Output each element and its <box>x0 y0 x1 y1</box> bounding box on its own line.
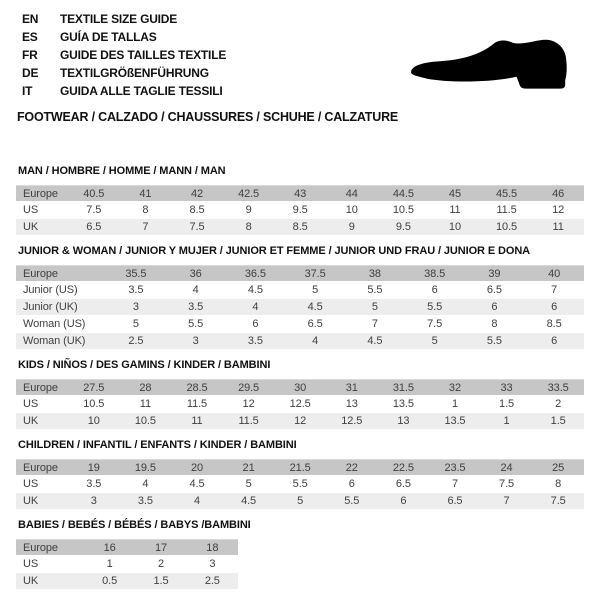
language-item <box>22 46 226 64</box>
table-row <box>16 539 238 555</box>
row-label: Europe <box>16 379 68 395</box>
shoe-icon <box>397 30 572 96</box>
size-cell: 5.5 <box>465 333 525 349</box>
row-label: Woman (UK) <box>16 333 106 349</box>
size-cell: 6 <box>431 284 438 296</box>
language-title: TEXTILE SIZE GUIDE <box>60 12 178 26</box>
size-cell: 4.5 <box>247 284 263 296</box>
size-cell: 10.5 <box>83 398 105 410</box>
size-cell: 8 <box>555 478 562 490</box>
size-cell: 42 <box>171 185 223 201</box>
language-code: IT <box>22 84 33 98</box>
size-cell: 7 <box>371 318 378 330</box>
table-row <box>16 396 584 412</box>
size-cell: 5.5 <box>367 284 383 296</box>
size-cell: 31 <box>326 379 378 395</box>
size-cell: 4.5 <box>345 333 405 349</box>
size-cell: 11 <box>449 204 461 216</box>
size-cell: 25 <box>532 459 584 475</box>
size-cell: 42.5 <box>223 185 275 201</box>
size-cell: 4.5 <box>223 493 275 509</box>
row-label: US <box>23 204 39 216</box>
size-cell: 3 <box>68 493 120 509</box>
size-cell: 3.5 <box>128 284 144 296</box>
size-cell: 6.5 <box>486 284 502 296</box>
size-cell: 28.5 <box>171 379 223 395</box>
size-cell: 4.5 <box>285 299 345 315</box>
table-row <box>16 333 584 349</box>
size-cell: 45.5 <box>481 185 533 201</box>
size-section <box>16 519 584 590</box>
size-section <box>16 165 584 236</box>
size-section <box>16 439 584 510</box>
language-title: GUÍA DE TALLAS <box>60 30 157 44</box>
size-cell: 6.5 <box>307 318 323 330</box>
footwear-category-title: FOOTWEAR / CALZADO / CHAUSSURES / SCHUHE / CALZATURE <box>17 110 399 124</box>
size-cell: 24 <box>481 459 533 475</box>
size-cell: 36.5 <box>226 265 286 281</box>
language-title: GUIDA ALLE TAGLIE TESSILI <box>60 84 223 98</box>
size-cell: 7.5 <box>86 204 102 216</box>
size-cell: 6.5 <box>395 478 411 490</box>
size-cell: 10 <box>345 204 358 216</box>
size-cell: 1 <box>481 413 533 429</box>
table-row <box>16 459 584 475</box>
size-cell: 11 <box>139 398 151 410</box>
size-cell: 8 <box>142 204 149 216</box>
row-label: Europe <box>16 185 68 201</box>
size-cell: 6.5 <box>68 219 120 235</box>
size-cell: 10.5 <box>481 219 533 235</box>
table-row <box>16 185 584 201</box>
size-cell: 7 <box>120 219 172 235</box>
size-cell: 9 <box>245 204 252 216</box>
size-cell: 3.5 <box>166 299 226 315</box>
size-section <box>16 245 584 350</box>
language-item <box>22 28 226 46</box>
size-cell: 18 <box>187 539 238 555</box>
size-cell: 8.5 <box>546 318 562 330</box>
table-row <box>16 265 584 281</box>
size-cell: 6 <box>524 299 584 315</box>
language-code: ES <box>22 30 38 44</box>
language-item <box>22 64 226 82</box>
size-cell: 44.5 <box>378 185 430 201</box>
size-cell: 9.5 <box>292 204 308 216</box>
size-cell: 27.5 <box>68 379 120 395</box>
size-cell: 7.5 <box>532 493 584 509</box>
size-cell: 6.5 <box>429 493 481 509</box>
size-cell: 6 <box>524 333 584 349</box>
size-cell: 12 <box>274 413 326 429</box>
size-cell: 12 <box>552 204 565 216</box>
row-label: Junior (US) <box>23 284 78 296</box>
size-cell: 3 <box>106 299 166 315</box>
table-row <box>16 556 238 572</box>
row-label: US <box>23 478 39 490</box>
size-cell: 8 <box>223 219 275 235</box>
size-cell: 3 <box>209 558 216 570</box>
size-cell: 39 <box>465 265 525 281</box>
size-cell: 43 <box>274 185 326 201</box>
table-row <box>16 573 238 589</box>
size-cell: 1 <box>106 558 113 570</box>
size-cell: 8 <box>491 318 498 330</box>
language-item <box>22 10 226 28</box>
row-label: Europe <box>16 459 68 475</box>
size-cell: 5.5 <box>326 493 378 509</box>
size-cell: 36 <box>166 265 226 281</box>
size-cell: 44 <box>326 185 378 201</box>
size-cell: 4 <box>192 284 199 296</box>
size-cell: 10.5 <box>392 204 414 216</box>
size-cell: 6 <box>378 493 430 509</box>
size-cell: 2.5 <box>106 333 166 349</box>
size-cell: 23.5 <box>429 459 481 475</box>
size-cell: 40 <box>524 265 584 281</box>
size-cell: 5 <box>132 318 139 330</box>
language-title: TEXTILGRÖßENFÜHRUNG <box>60 66 209 80</box>
size-cell: 22.5 <box>378 459 430 475</box>
table-row <box>16 299 584 315</box>
table-row <box>16 476 584 492</box>
size-cell: 5 <box>274 493 326 509</box>
size-table <box>16 458 584 510</box>
row-label: US <box>23 398 39 410</box>
size-cell: 35.5 <box>106 265 166 281</box>
row-label: Europe <box>16 539 84 555</box>
size-cell: 11 <box>532 219 584 235</box>
table-row <box>16 493 584 509</box>
size-cell: 12.5 <box>289 398 311 410</box>
size-cell: 4.5 <box>189 478 205 490</box>
size-cell: 6 <box>465 299 525 315</box>
language-code: DE <box>22 66 39 80</box>
size-cell: 31.5 <box>378 379 430 395</box>
row-label: UK <box>16 493 68 509</box>
size-cell: 13.5 <box>392 398 414 410</box>
size-cell: 5.5 <box>188 318 204 330</box>
size-cell: 4 <box>142 478 149 490</box>
size-cell: 7 <box>481 493 533 509</box>
size-cell: 38 <box>345 265 405 281</box>
size-cell: 13.5 <box>429 413 481 429</box>
size-cell: 33.5 <box>532 379 584 395</box>
language-list <box>22 10 226 100</box>
size-cell: 29.5 <box>223 379 275 395</box>
row-label: Junior (UK) <box>16 299 106 315</box>
size-cell: 46 <box>532 185 584 201</box>
size-cell: 1.5 <box>135 573 186 589</box>
size-cell: 4 <box>226 299 286 315</box>
size-cell: 11.5 <box>496 204 517 216</box>
size-section <box>16 359 584 430</box>
size-cell: 28 <box>120 379 172 395</box>
size-cell: 11 <box>171 413 223 429</box>
row-label: Europe <box>16 265 106 281</box>
size-cell: 12.5 <box>326 413 378 429</box>
size-cell: 3.5 <box>86 478 102 490</box>
size-cell: 33 <box>481 379 533 395</box>
size-cell: 5 <box>312 284 319 296</box>
size-cell: 11.5 <box>186 398 208 410</box>
size-cell: 3.5 <box>226 333 286 349</box>
size-cell: 1.5 <box>532 413 584 429</box>
row-label: UK <box>16 573 84 589</box>
size-cell: 2.5 <box>187 573 238 589</box>
size-cell: 7.5 <box>171 219 223 235</box>
size-cell: 10 <box>429 219 481 235</box>
size-cell: 0.5 <box>84 573 135 589</box>
size-cell: 20 <box>171 459 223 475</box>
size-cell: 4 <box>171 493 223 509</box>
size-cell: 5.5 <box>292 478 308 490</box>
size-cell: 5 <box>405 333 465 349</box>
size-cell: 17 <box>135 539 186 555</box>
size-cell: 7.5 <box>427 318 443 330</box>
section-title: MAN / HOMBRE / HOMME / MANN / MAN <box>18 165 226 177</box>
size-cell: 22 <box>326 459 378 475</box>
size-cell: 8.5 <box>189 204 205 216</box>
size-cell: 9 <box>326 219 378 235</box>
size-cell: 11.5 <box>223 413 275 429</box>
size-cell: 4 <box>285 333 345 349</box>
row-label: Woman (US) <box>23 318 86 330</box>
size-cell: 7.5 <box>499 478 515 490</box>
size-cell: 32 <box>429 379 481 395</box>
table-row <box>16 219 584 235</box>
size-cell: 10.5 <box>120 413 172 429</box>
size-cell: 5 <box>345 299 405 315</box>
size-cell: 10 <box>68 413 120 429</box>
size-cell: 5 <box>245 478 252 490</box>
size-cell: 21.5 <box>274 459 326 475</box>
size-cell: 12 <box>242 398 255 410</box>
table-row <box>16 282 584 298</box>
language-code: EN <box>22 12 39 26</box>
size-cell: 1.5 <box>499 398 515 410</box>
size-cell: 6 <box>252 318 259 330</box>
size-cell: 9.5 <box>378 219 430 235</box>
size-table <box>16 184 584 236</box>
size-cell: 6 <box>348 478 355 490</box>
size-cell: 7 <box>551 284 558 296</box>
size-cell: 2 <box>555 398 562 410</box>
language-title: GUIDE DES TAILLES TEXTILE <box>60 48 227 62</box>
size-cell: 13 <box>378 413 430 429</box>
row-label: US <box>23 558 39 570</box>
size-cell: 8.5 <box>274 219 326 235</box>
section-title: CHILDREN / INFANTIL / ENFANTS / KINDER / BAMBINI <box>18 439 297 451</box>
size-cell: 13 <box>345 398 358 410</box>
table-row <box>16 413 584 429</box>
table-row <box>16 202 584 218</box>
language-item <box>22 82 226 100</box>
size-cell: 41 <box>120 185 172 201</box>
size-cell: 7 <box>451 478 458 490</box>
table-row <box>16 316 584 332</box>
size-cell: 3 <box>166 333 226 349</box>
size-cell: 21 <box>223 459 275 475</box>
section-title: JUNIOR & WOMAN / JUNIOR Y MUJER / JUNIOR ET FEMME / JUNIOR UND FRAU / JUNIOR E DONA <box>18 245 531 257</box>
size-cell: 16 <box>84 539 135 555</box>
size-cell: 40.5 <box>68 185 120 201</box>
section-title: KIDS / NIÑOS / DES GAMINS / KINDER / BAMBINI <box>18 359 271 371</box>
section-title: BABIES / BEBÉS / BÉBÉS / BABYS /BAMBINI <box>18 519 251 531</box>
size-cell: 37.5 <box>285 265 345 281</box>
size-table <box>16 378 584 430</box>
size-cell: 30 <box>274 379 326 395</box>
size-cell: 19.5 <box>120 459 172 475</box>
size-cell: 1 <box>451 398 458 410</box>
size-tables <box>16 165 584 599</box>
size-table <box>16 538 238 590</box>
size-table <box>16 264 584 350</box>
size-cell: 5.5 <box>405 299 465 315</box>
size-cell: 19 <box>68 459 120 475</box>
row-label: UK <box>16 413 68 429</box>
table-row <box>16 379 584 395</box>
size-cell: 3.5 <box>120 493 172 509</box>
size-cell: 45 <box>429 185 481 201</box>
language-code: FR <box>22 48 38 62</box>
size-cell: 38.5 <box>405 265 465 281</box>
row-label: UK <box>16 219 68 235</box>
size-cell: 2 <box>157 558 164 570</box>
